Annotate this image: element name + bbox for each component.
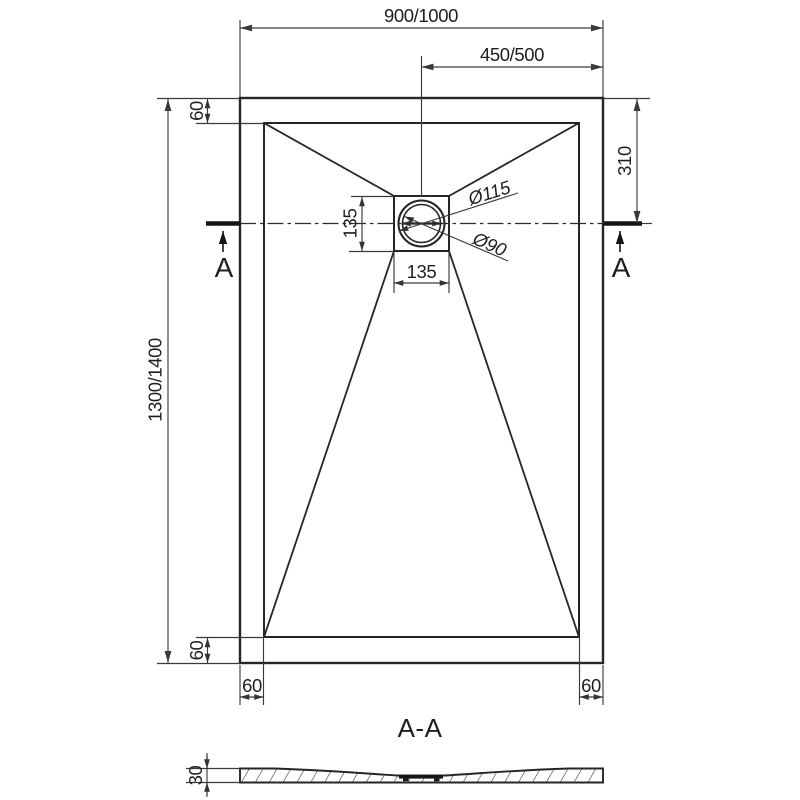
dim-overall-length xyxy=(145,99,241,664)
dim-drain-box-width xyxy=(394,252,449,293)
dim-rim-bottom-label: 60 xyxy=(186,640,207,661)
dim-overall-width-label: 900/1000 xyxy=(384,5,458,26)
dim-rim-bottom xyxy=(186,638,264,664)
dim-drain-offset-top xyxy=(603,99,650,224)
drain-section-foot-right xyxy=(434,779,440,782)
cut-label-left: A xyxy=(214,252,234,283)
slope-line-bottom-left xyxy=(264,251,394,637)
slope-line-bottom-right xyxy=(449,251,579,637)
slope-line-top-right xyxy=(449,123,579,196)
dim-drain-offset-label: 450/500 xyxy=(479,44,545,65)
dim-rim-top xyxy=(157,99,264,124)
cut-label-right: A xyxy=(611,252,631,283)
dim-rim-bottom-right xyxy=(580,637,604,705)
dim-drain-box-height-label: 135 xyxy=(339,208,361,239)
dim-drain-offset-top-label: 310 xyxy=(614,146,635,176)
top-view xyxy=(145,5,653,705)
section-title: A-A xyxy=(397,713,443,743)
dim-drain-outer-diameter-label: Ø115 xyxy=(465,176,513,210)
slope-line-top-left xyxy=(264,123,394,196)
dim-drain-offset-horizontal xyxy=(422,44,604,67)
dim-tray-thickness xyxy=(185,753,240,797)
drain-section-foot-left xyxy=(403,779,409,782)
section-view xyxy=(185,713,603,797)
dim-rim-bottom-left xyxy=(240,637,264,705)
dim-drain-inner-diameter-label: Ø90 xyxy=(469,227,510,261)
dim-rim-top-label: 60 xyxy=(186,101,207,121)
drain-section-bar xyxy=(399,775,443,779)
dim-rim-bottom-left-label: 60 xyxy=(242,675,262,696)
dim-rim-bottom-right-label: 60 xyxy=(581,675,601,696)
dim-drain-box-width-label: 135 xyxy=(406,261,437,282)
dim-tray-thickness-label: 30 xyxy=(185,765,206,786)
dim-overall-length-label: 1300/1400 xyxy=(144,338,166,422)
